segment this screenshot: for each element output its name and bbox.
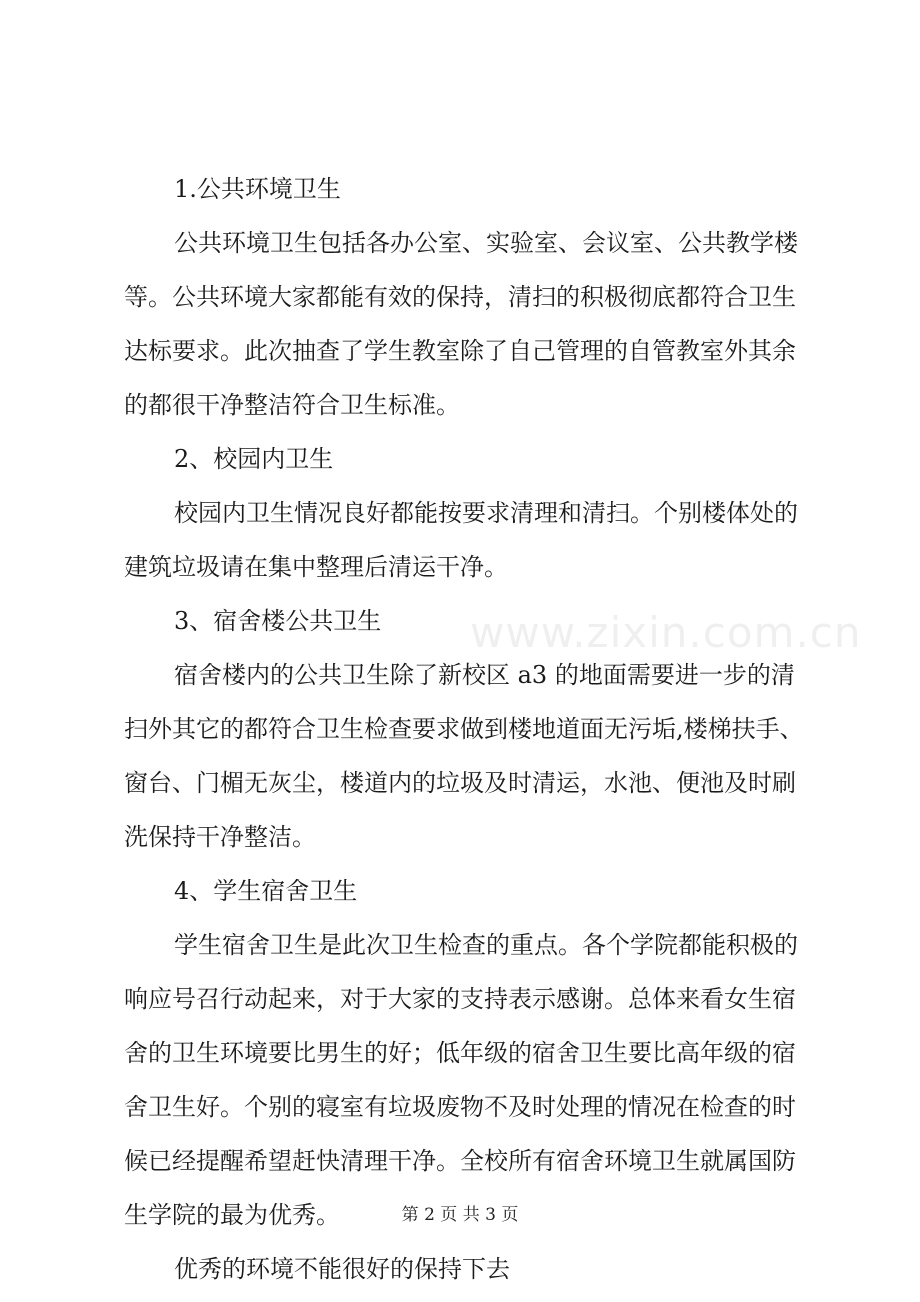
paragraph-line: 候已经提醒希望赶快清理干净。全校所有宿舍环境卫生就属国防 (124, 1147, 796, 1175)
paragraph-line: 响应号召行动起来，对于大家的支持表示感谢。总体来看女生宿 (124, 985, 796, 1013)
paragraph-line: 的都很干净整洁符合卫生标准。 (124, 391, 460, 419)
paragraph-line: 校园内卫生情况良好都能按要求清理和清扫。个别楼体处的 (174, 499, 798, 527)
section-heading-campus: 2、校园内卫生 (174, 445, 334, 473)
paragraph-line: 宿舍楼内的公共卫生除了新校区 a3 的地面需要进一步的清 (174, 661, 795, 689)
document-body (124, 162, 804, 1296)
paragraph-line: 学生宿舍卫生是此次卫生检查的重点。各个学院都能积极的 (174, 931, 798, 959)
paragraph-line: 舍卫生好。个别的寝室有垃圾废物不及时处理的情况在检查的时 (124, 1093, 796, 1121)
paragraph-line: 窗台、门楣无灰尘，楼道内的垃圾及时清运，水池、便池及时刷 (124, 769, 796, 797)
paragraph-line: 扫外其它的都符合卫生检查要求做到楼地道面无污垢,楼梯扶手、 (124, 715, 804, 743)
paragraph-line: 建筑垃圾请在集中整理后清运干净。 (124, 553, 508, 581)
paragraph-line: 生学院的最为优秀。 (124, 1201, 340, 1229)
paragraph-line: 公共环境卫生包括各办公室、实验室、会议室、公共教学楼 (174, 229, 798, 257)
section-heading-dorm-building: 3、宿舍楼公共卫生 (174, 607, 382, 635)
paragraph-line: 舍的卫生环境要比男生的好；低年级的宿舍卫生要比高年级的宿 (124, 1039, 796, 1067)
section-heading-public-environment: 1.公共环境卫生 (174, 175, 341, 203)
paragraph-line: 达标要求。此次抽查了学生教室除了自己管理的自管教室外其余 (124, 337, 796, 365)
paragraph-line: 洗保持干净整洁。 (124, 823, 316, 851)
section-heading-student-dorm: 4、学生宿舍卫生 (174, 877, 358, 905)
paragraph-line: 等。公共环境大家都能有效的保持，清扫的积极彻底都符合卫生 (124, 283, 796, 311)
watermark: www.zixin.com.cn (470, 608, 862, 657)
page-footer: 第 2 页 共 3 页 (401, 1205, 519, 1225)
paragraph-line: 优秀的环境不能很好的保持下去 (174, 1255, 510, 1283)
